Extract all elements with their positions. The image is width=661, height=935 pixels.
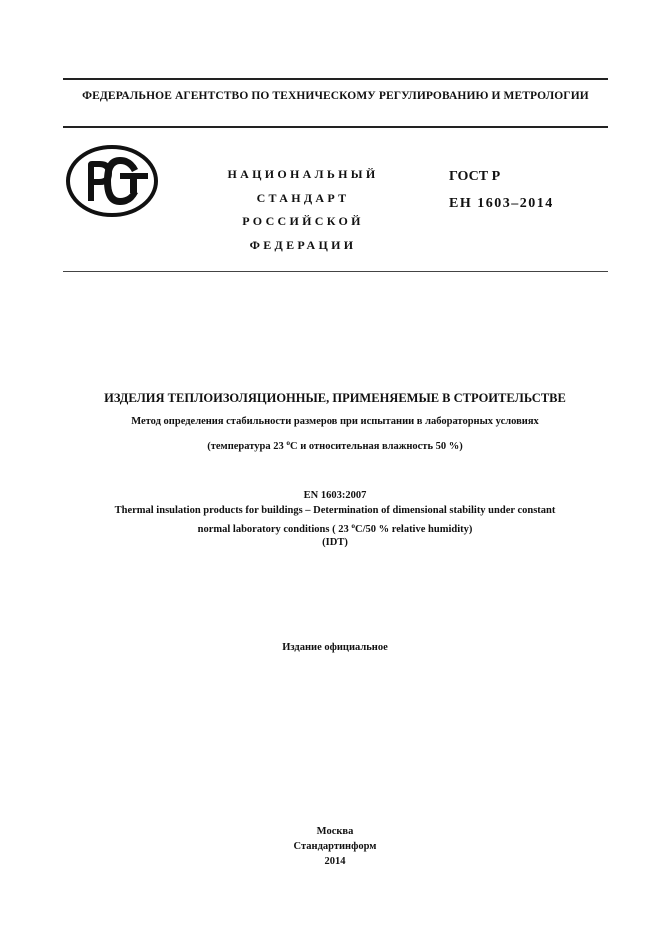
edition-label: Издание официальное <box>282 642 388 653</box>
english-title-text: C/50 % relative humidity) <box>355 524 473 535</box>
document-subtitle: Метод определения стабильности размеров при испытании в лабораторных условиях <box>131 416 539 427</box>
gost-code: ЕН 1603–2014 <box>449 196 554 211</box>
en-standard-code: EN 1603:2007 <box>303 490 367 501</box>
header-bottom-rule <box>63 271 608 272</box>
national-standard-line: ФЕДЕРАЦИИ <box>249 237 357 252</box>
subtitle-text: С и относительная влажность 50 %) <box>290 441 463 452</box>
degree-sign: o <box>351 521 356 530</box>
national-standard-line: НАЦИОНАЛЬНЫЙ <box>227 167 379 181</box>
degree-sign: о <box>286 438 291 447</box>
imprint-year: 2014 <box>324 856 346 867</box>
national-standard-line: СТАНДАРТ <box>256 190 350 205</box>
english-title-continued <box>40 521 630 535</box>
national-standard-label <box>212 163 394 257</box>
imprint-publisher: Стандартинформ <box>293 841 377 852</box>
national-standard-line: РОССИЙСКОЙ <box>242 214 364 228</box>
header-rule <box>63 126 608 128</box>
gost-designation <box>449 163 554 217</box>
english-title-text: normal laboratory conditions ( 23 <box>197 524 352 535</box>
subtitle-text: (температура 23 <box>207 441 287 452</box>
identical-marker: (IDT) <box>322 537 348 548</box>
rst-emblem-icon <box>66 145 158 217</box>
imprint-city: Москва <box>316 826 354 837</box>
english-title: Thermal insulation products for buildings – Determination of dimensional stability under constant <box>114 505 556 516</box>
agency-name: ФЕДЕРАЛЬНОЕ АГЕНТСТВО ПО ТЕХНИЧЕСКОМУ РЕГУЛИРОВАНИЮ И МЕТРОЛОГИИ <box>82 90 589 102</box>
gost-prefix: ГОСТ Р <box>449 169 501 184</box>
document-title: ИЗДЕЛИЯ ТЕПЛОИЗОЛЯЦИОННЫЕ, ПРИМЕНЯЕМЫЕ В СТРОИТЕЛЬСТВЕ <box>104 391 566 405</box>
top-rule <box>63 78 608 80</box>
document-subtitle-conditions <box>40 438 630 452</box>
